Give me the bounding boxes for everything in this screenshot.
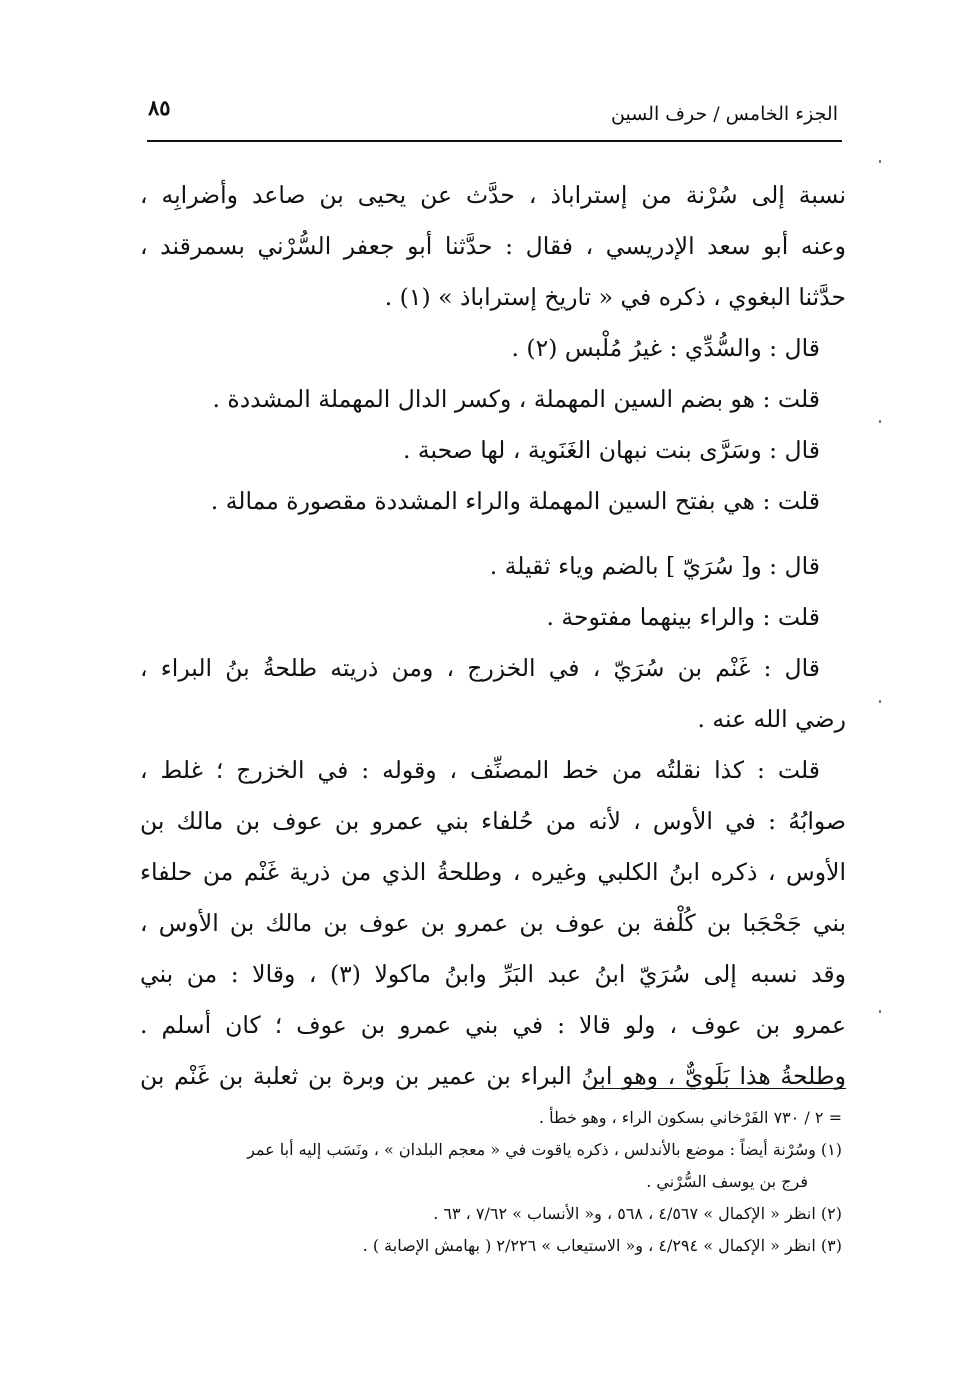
header-rule [147,140,842,142]
footnote-line: (٣) انظر « الإكمال » ٤/٢٩٤ ، و« الاستيعاب » ٢/٢٢٦ ( بهامش الإصابة ) . [362,1236,842,1255]
footnotes [148,1102,842,1262]
footnote-line: فرج بن يوسف السُّرْني . [646,1172,808,1191]
text-line: وعنه أبو سعد الإدريسي ، فقال : حدَّثنا أبو جعفر السُّرْني بسمرقند ، [140,232,846,260]
text-line: قلت : هي بفتح السين المهملة والراء المشددة مقصورة ممالة . [210,487,820,515]
scan-edge-mark [879,1010,881,1013]
text-line: وطلحةُ هذا بَلَويٌّ ، وهو ابنُ البراء بن عمير بن وبرة بن ثعلبة بن غَنْم بن [140,1062,846,1090]
text-line: حدَّثنا البغوي ، ذكره في « تاريخ إستراباذ » (١) . [384,283,846,311]
text-line: قال : غَنْم بن سُرَيّ ، في الخزرج ، ومن ذريته طلحةُ بنُ البراء ، [140,654,820,682]
text-line: قلت : والراء بينهما مفتوحة . [546,603,820,631]
text-line: قلت : كذا نقلتُه من خط المصنِّف ، وقوله : في الخزرج ؛ غلط ، [140,756,820,784]
text-line: عمرو بن عوف ، ولو قالا : في بني عمرو بن عوف ؛ كان أسلم . [140,1011,846,1039]
text-line: صوابُهُ : في الأوس ، لأنه من حُلفاء بني عمرو بن عوف بن مالك بن [140,807,846,835]
text-line: بني جَحْجَبا بن كُلْفة بن عوف بن عمرو بن عوف بن مالك بن الأوس ، [140,909,846,937]
text-line: قال : وسَرَّى بنت نبهان الغَنَوية ، لها صحبة . [402,436,820,464]
footnote-line: (٢) انظر « الإكمال » ٤/٥٦٧ ، ٥٦٨ ، و« الأنساب » ٧/٦٢ ، ٦٣ . [433,1204,842,1223]
text-line: الأوس ، ذكره ابنُ الكلبي وغيره ، وطلحةُ الذي من ذرية غَنْم من حلفاء [140,858,846,886]
scan-edge-mark [879,160,881,163]
text-line: وقد نسبه إلى سُرَيّ ابنُ عبد البَرِّ وابنُ ماكولا (٣) ، وقالا : من بني [140,960,846,988]
text-line: قال : و[ سُرَيّ ] بالضم وياء ثقيلة . [489,552,820,580]
footnote-rule [588,1088,846,1089]
scan-edge-mark [879,420,881,423]
scan-edge-mark [879,700,881,703]
footnote-line: = ٢ / ٧٣٠ الفَرْخاني بسكون الراء ، وهو خطأ . [538,1108,842,1127]
text-line: رضي الله عنه . [697,705,846,733]
main-text [140,170,846,1102]
text-line: نسبة إلى سُرْنة من إستراباذ ، حدَّث عن يحيى بن صاعد وأضرابِه ، [140,181,846,209]
text-line: قلت : هو بضم السين المهملة ، وكسر الدال المهملة المشددة . [212,385,820,413]
running-head: الجزء الخامس / حرف السين [611,103,838,125]
text-line: قال : والسُّدِّي : غيرُ مُلْبس (٢) . [511,334,820,362]
footnote-line: (١) وسُرْنة أيضاً : موضع بالأندلس ، ذكره ياقوت في « معجم البلدان » ، ونَسَب إليه أبا عمر [247,1140,842,1159]
page-number: ٨٥ [148,95,171,120]
